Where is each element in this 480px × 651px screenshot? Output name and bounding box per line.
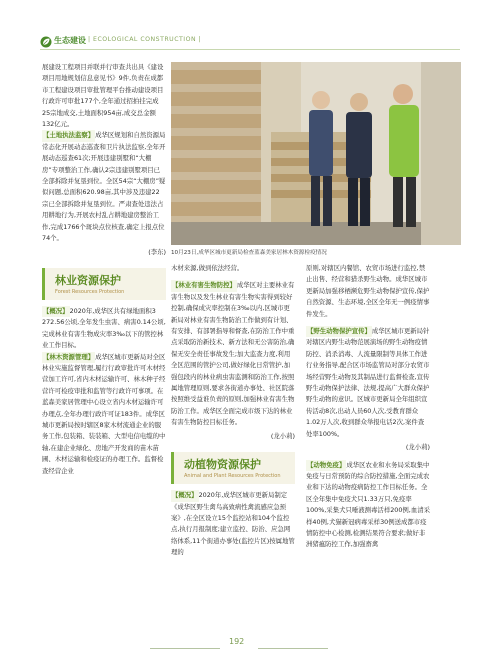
section-heading-forest — [42, 268, 166, 300]
paragraph-monitoring-continued: 原则,对辖区内餐馆、农贸市场进行监控,禁止出售、经营和猎杀野生动物。成华区城市更新局加强移栖濒危野生动物保护宣传,保护自然资源、生态环境,全区全年无一例疫情事件发生。 — [306, 264, 430, 318]
paragraph-timber-management — [42, 352, 166, 477]
section-header-title: 生态建设 — [54, 36, 86, 45]
paragraph-wildlife-publicity — [306, 326, 430, 440]
paragraph-tag: 【土地执法监察】 — [42, 130, 95, 141]
footer-rule-right — [258, 648, 328, 649]
page-header — [0, 0, 480, 58]
paragraph-body: 2020年,成华区城市更新局制定《成华区野生禽鸟高致病性禽流感应急预案》,在全区设立15个监控站和104个监控点,执行月报制度;建立监控、防治、应急网络体系,11个街道办事处(监控片区)按属地管理的 — [171, 491, 295, 557]
section-heading-cn: 林业资源保护 — [55, 273, 121, 287]
paragraph-body: 2020年,成华区共有绿地面积3 272.56公顷,全年发生虫害、病害0.14公顷,完成林业有害生物成灾率3‰以下的管控林业工作目标。 — [42, 306, 166, 350]
timber-yard-image — [171, 62, 461, 245]
paragraph-tag: 【野生动物保护宣传】 — [306, 326, 372, 337]
paragraph-animal-overview — [171, 490, 295, 558]
author-credit: (李东) — [148, 247, 166, 256]
paragraph-body: 成华区农业和水务局采取集中免疫与日常预防的综合防控措施,全面完成农业和下达的动物疫病防控工作目标任务。全区全年集中免疫犬只1.33万只,免疫率100%,采集犬只唾液测毒活样200例,血清采样40例,犬猫新冠病毒采样30例送成都市疫情防控中心检测,检测结果符合要求;做好非洲猪瘟防控工作,加强畜禽 — [306, 460, 430, 549]
author-credit: (龙小莉) — [405, 443, 430, 452]
section-heading-cn: 动植物资源保护 — [184, 458, 261, 472]
photo-caption: 10月23日,成华区城市更新局检查蓝森美家居林木资源检疫情况 — [171, 250, 327, 256]
paragraph-body: 成华区规划和自然资源局常态化开展动态巡查和卫片执法监察,全年开展动态巡查61次;开展违建别墅和“大棚房”专项整治工作,确认2宗违建别墅项目已全部拆除并复垦到位。全区54宗“大棚房”疑似问题,总面积620.98亩,其中涉及违建22宗已全部拆除并复垦到位。严肃查处违法占用耕地行为,开展农村乱占耕地建房整治工作,完成1766个斑块点位核查,确定上报点位74个。 — [42, 131, 166, 243]
author-credit: (龙小莉) — [270, 431, 295, 440]
paragraph-forest-overview — [42, 306, 166, 352]
paragraph-timber-continued: 木材来源,做到依法经营。 — [171, 264, 244, 272]
paragraph-animal-immunization — [306, 460, 430, 551]
column-3 — [306, 263, 430, 551]
inspection-photo — [171, 62, 461, 245]
paragraph-tag: 【概况】 — [42, 306, 70, 317]
paragraph-land-enforcement — [42, 130, 166, 244]
paragraph-body: 成华区对主要林业有害生物以及发生林业有害生物实害得到较好控制,确保成灾率控制在3‰以内,区城市更新局对林业有害生物防治工作做到有计划、有安排、有部署指导和督查,在防治工作中重点采取防治新技术、新方法和无公害防治,确保无安全责任事故发生;加大监查力度,利用全区范围的管护公司,做好绿化日常管护,加强包段内的林业病虫害监测和防治工作,按照属地管理原则,要求各街道办事处、社区院落按照维受益谁负责的原则,加强林业有害生物防治工作。成华区全面完成市级下达的林业有害生物防控目标任务。 — [171, 281, 295, 427]
section-header-subtitle: | ECOLOGICAL CONSTRUCTION | — [88, 36, 202, 43]
paragraph-tag: 【概况】 — [171, 490, 199, 501]
paragraph-body: 成华区城市更新局对全区林业实施监督管理,履行行政审批许可木材经营加工许可,省内木材运输许可、林木种子经营许可检疫审批和监管等行政许可事项。在蓝森美家居管理中心设立省内木材运输许可办理点,全年办理行政许可证183件。成华区城市更新局按时辖区8家木材流通企业的服务工作,包装箱、装装箱、大型电信电缆的中轴,在建企业绿化、房地产开发商的苗木苗圃、木材运输和检疫证的办理工作。监督检查经营企业 — [42, 352, 166, 475]
paragraph-tag: 【动物免疫】 — [306, 460, 346, 471]
leaf-logo-icon — [40, 36, 52, 48]
column-2 — [171, 263, 295, 559]
section-heading-en: Forest Resources Protection — [55, 288, 125, 295]
column-1 — [42, 62, 166, 477]
paragraph-tag: 【林业有害生物防控】 — [171, 280, 237, 291]
paragraph-tag: 【林木资源管理】 — [42, 352, 95, 363]
section-heading-animal-plant — [171, 452, 295, 484]
footer-rule-left — [150, 648, 220, 649]
page-number: 192 — [229, 637, 245, 646]
paragraph-pest-control — [171, 280, 295, 428]
section-heading-en: Animal and Plant Resources Protection — [184, 473, 281, 480]
paragraph-body: 成华区城市更新局针对辖区内野生动物范展演场的野生动物疫情防控、消杀消毒、人流量限制等具体工作进行业务指导,配合区市场监管局对部分农贸市场经营野生动物及其制品进行监督检查,宣传野生动物保护法律、法规,提高广大群众保护野生动物的意识。区城市更新局全年组织宣传活动8次,出动人员60人次,受教育群众1.02万人次,收到群众举报电话2次,案件查处率100%。 — [306, 327, 430, 438]
header-rule — [40, 49, 460, 50]
paragraph-land-approval: 展建设工程项目并联并行审查共出具《建设项目用地规划信息意见书》9件,负责在成都市工程建设项目审批管理平台推动建设项目行政许可审批177个,全年通过招拍挂完成25宗地成交,土地面积954亩,成交总金额132亿元。 — [42, 63, 164, 129]
